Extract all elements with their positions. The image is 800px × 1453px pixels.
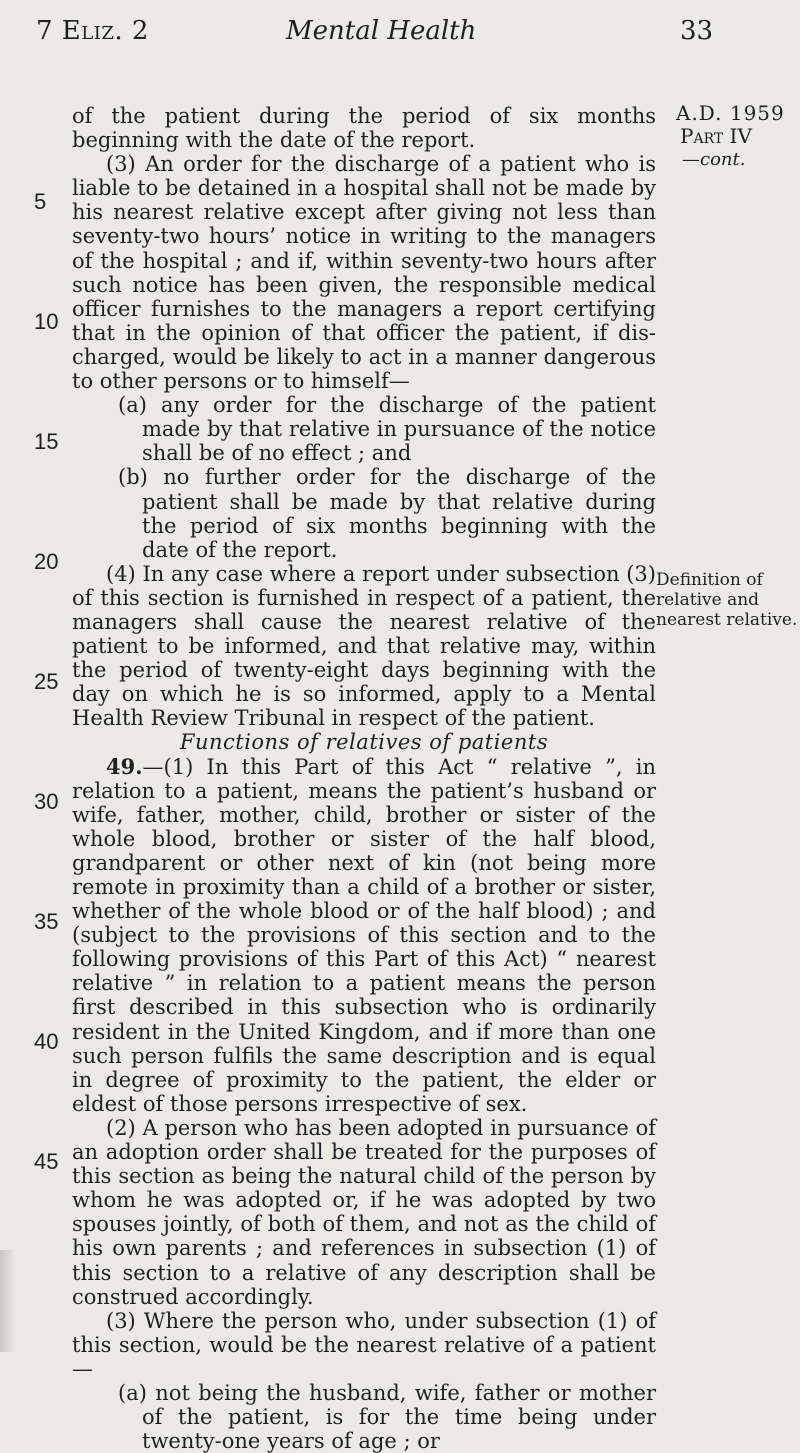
paragraph-a: (a) any order for the discharge of the patient made by that relative in pursuance of the notice shall be of no effect ; and (118, 393, 656, 466)
margin-part: Part IV (680, 124, 752, 148)
subsection-3: (3) An order for the discharge of a patient who is liable to be detained in a hospital shall not be made by his nearest relative except after giving not less than seventy-two hours’ notice in writing to the managers of the hospital ; and if, within seventy-two hours after such notice has been given, the responsible medical officer furnishes to the managers a report certifying that in the opinion of that officer the patient, if discharged, would be likely to act in a manner dangerous to other persons or to himself— (72, 152, 656, 394)
line-number: 20 (34, 549, 59, 574)
margin-note: Definition of relative and nearest relative. (656, 570, 798, 630)
page-header (0, 16, 800, 56)
act-title: Mental Health (286, 16, 477, 46)
section-49-subsection-1 (72, 755, 656, 1116)
page-edge (0, 1250, 14, 1352)
section-49-paragraph-a: (a) not being the husband, wife, father or mother of the patient, is for the time being under twenty-one years of age ; or (118, 1380, 656, 1453)
line-number: 35 (34, 909, 59, 934)
margin-citation (676, 102, 800, 171)
paragraph-continuation: of the patient during the period of six months beginning with the date of the report. (72, 104, 656, 153)
paragraph-b: (b) no further order for the discharge of the patient shall be made by that relative during the period of six months beginning with the date of the report. (118, 465, 656, 562)
line-number: 10 (34, 309, 59, 334)
section-49-subsection-3: (3) Where the person who, under subsection (1) of this section, would be the nearest relative of a patient— (72, 1308, 656, 1381)
line-number: 40 (34, 1029, 59, 1054)
line-number: 45 (34, 1149, 59, 1174)
statute-body (72, 104, 656, 1453)
section-number: 49. (106, 753, 143, 779)
line-number: 25 (34, 669, 59, 694)
margin-cont: —cont. (682, 149, 746, 170)
subsection-4: (4) In any case where a report under subsection (3) of this section is furnished in respect of a patient, the managers shall cause the nearest relative of the patient to be informed, and that relative may, within the period of twenty-eight days beginning with the day on which he is so informed, apply to a Mental Health Review Tribunal in respect of the patient. (72, 561, 656, 731)
section-49-subsection-2: (2) A person who has been adopted in pursuance of an adoption order shall be treated for the purposes of this section as being the natural child of the person by whom he was adopted or, if he was adopted by two spouses jointly, of both of them, and not as the child of his own parents ; and references in subsection (1) of this section to a relative of any description shall be construed accordingly. (72, 1115, 656, 1309)
page-number: 33 (680, 16, 714, 46)
line-number: 5 (34, 189, 47, 214)
margin-year: A.D. 1959 (676, 101, 785, 125)
section-49-text: —(1) In this Part of this Act “ relative ”, in relation to a patient, means the patient’s husband or wife, father, mother, child, brother or sister of the whole blood, brother or sister of the half blood, grandparent or other next of kin (not being more remote in proximity than a child of a brother or sister, whether of the whole blood or of the half blood) ; and (subject to the provisions of this section and to the following provisions of this Part of this Act) “ nearest relative ” in relation to a patient means the person first described in this subsection who is ordinarily resident in the United Kingdom, and if more than one such person fulfils the same description and is equal in degree of proximity to the patient, the elder or eldest of those persons irrespective of sex. (72, 754, 656, 1116)
line-number: 30 (34, 789, 59, 814)
section-heading: Functions of relatives of patients (179, 730, 549, 755)
line-number: 15 (34, 429, 59, 454)
regnal-year: 7 Eliz. 2 (36, 16, 149, 46)
